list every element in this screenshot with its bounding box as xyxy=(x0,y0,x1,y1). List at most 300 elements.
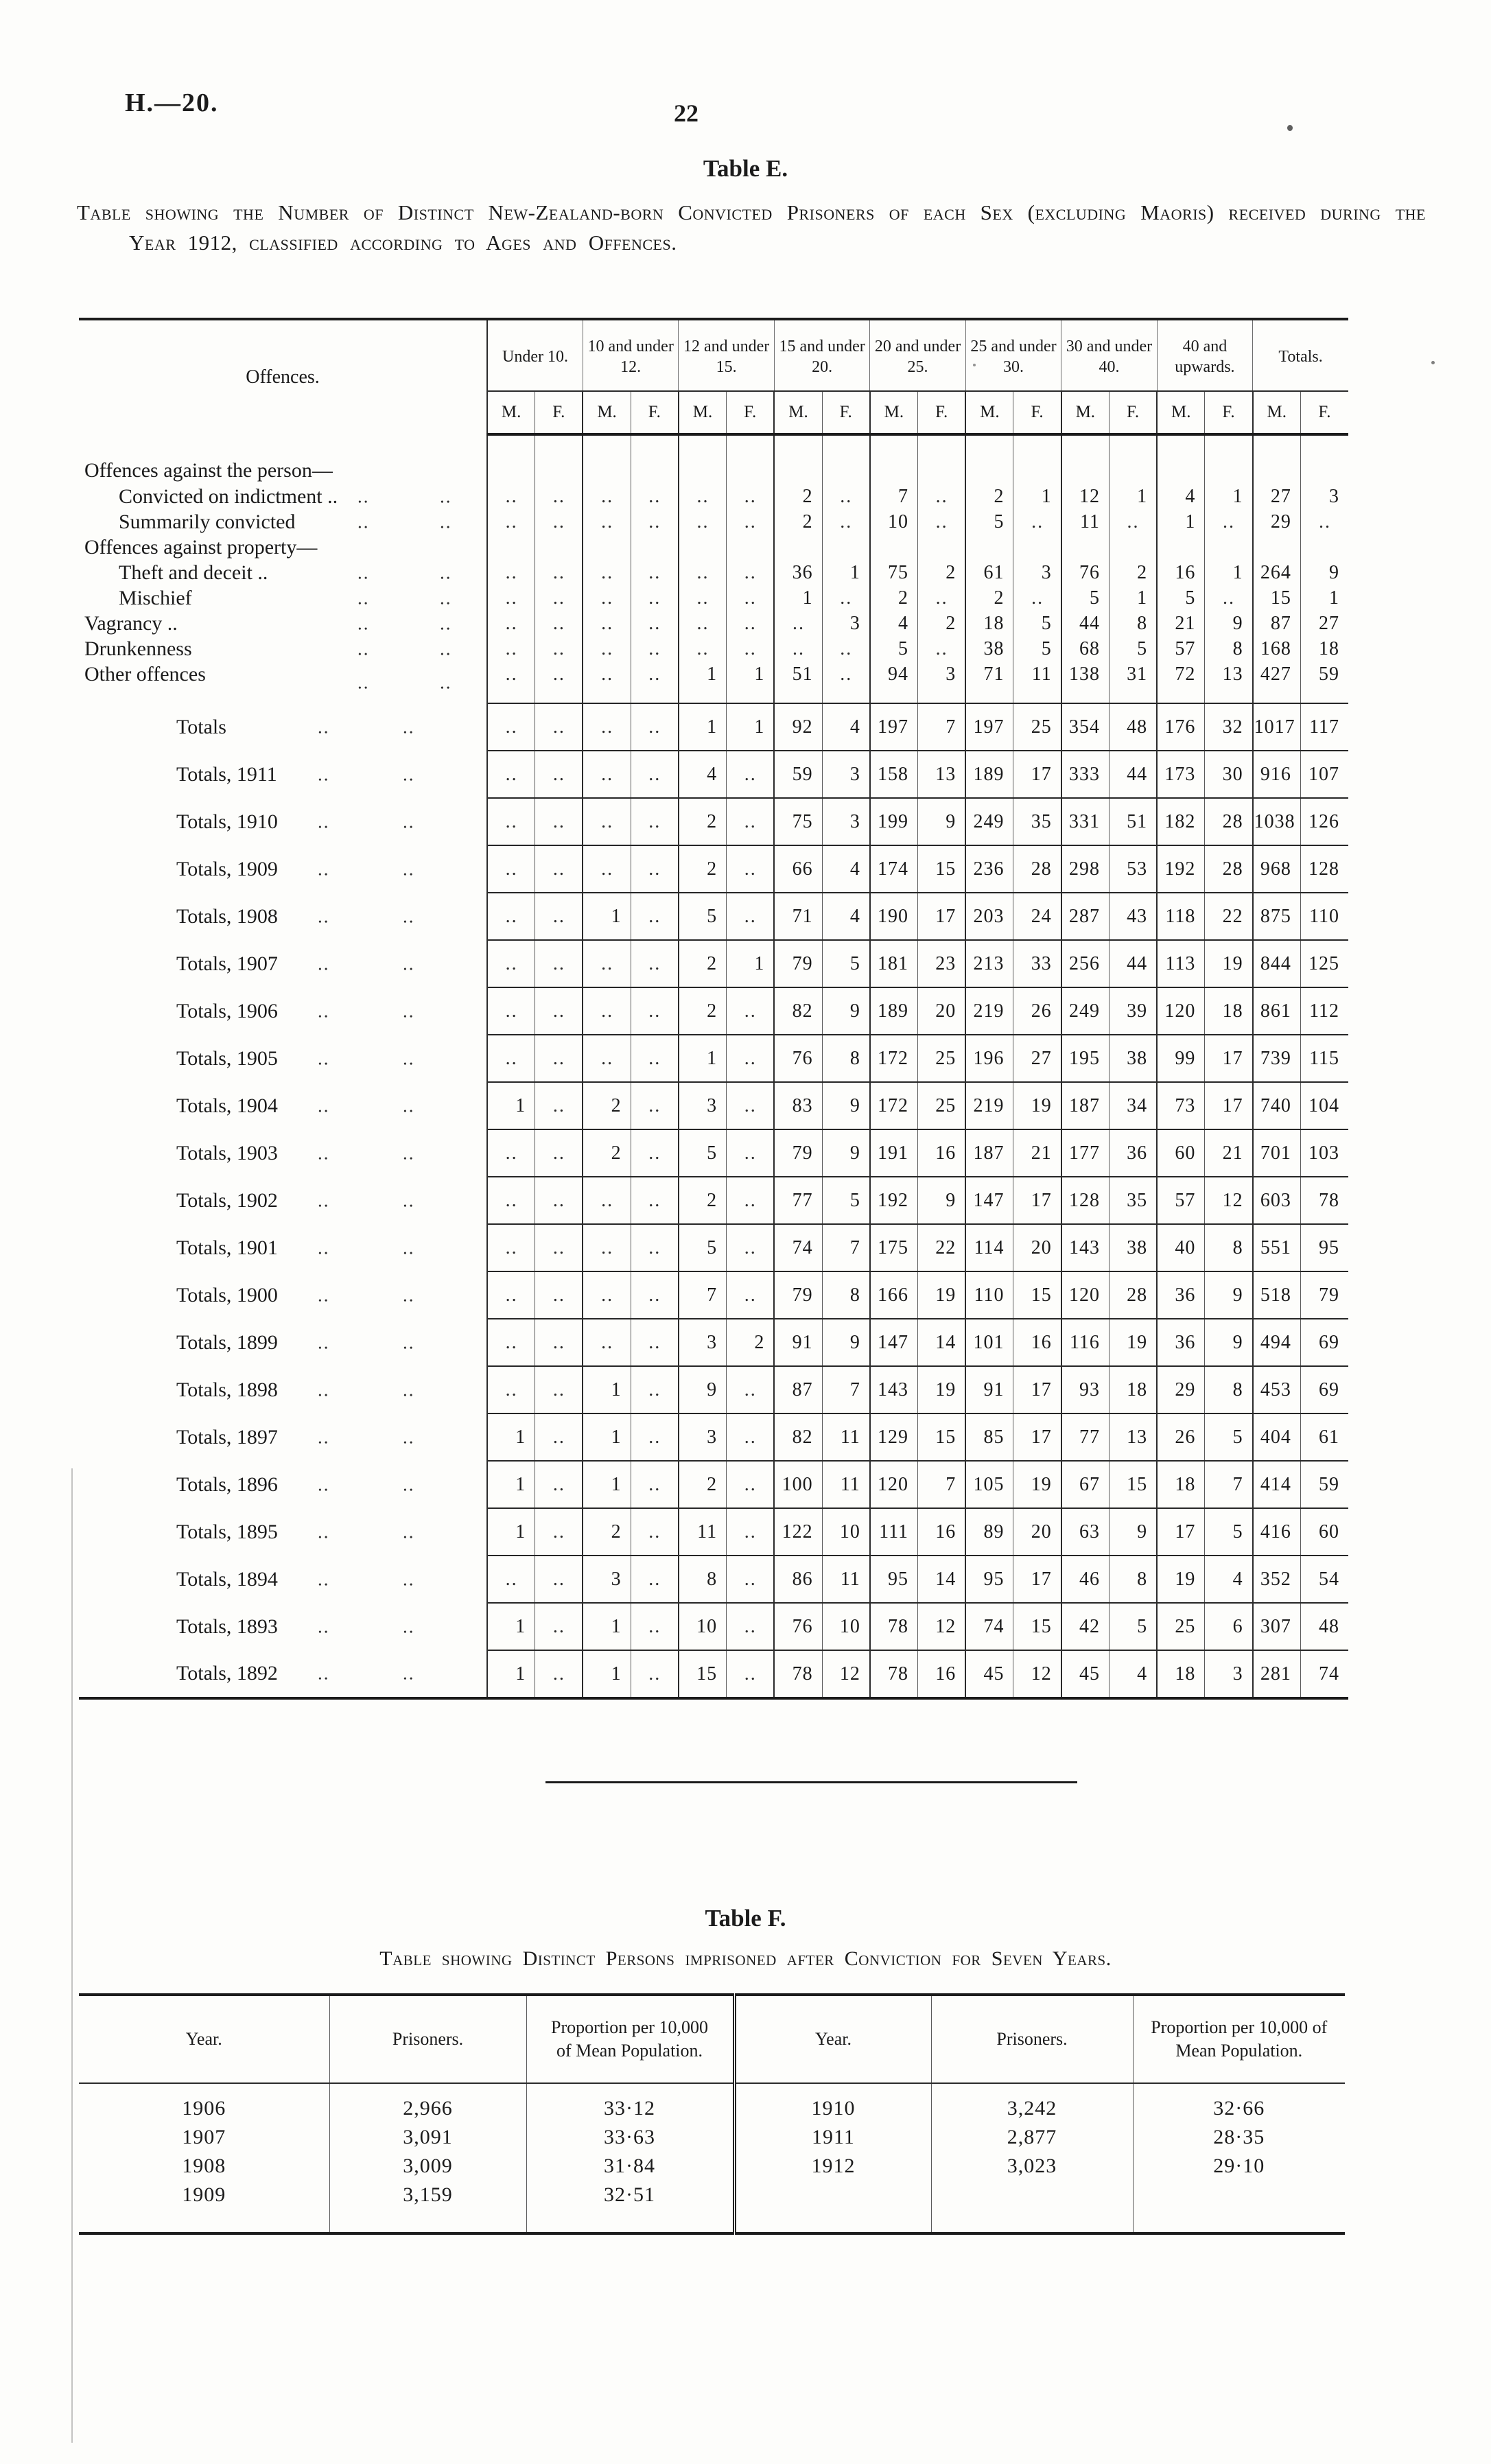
table-f-cell: 2,877 xyxy=(931,2123,1133,2152)
table-cell: 5 xyxy=(679,893,727,940)
table-cell: 143 xyxy=(870,1366,918,1413)
table-cell: .. xyxy=(1300,509,1348,535)
dot-leader: .. xyxy=(403,1190,415,1210)
table-cell: 1 xyxy=(679,661,727,703)
female-header: F. xyxy=(535,391,583,434)
table-cell: .. xyxy=(535,484,583,509)
dot-leader: .. xyxy=(403,953,415,974)
table-cell xyxy=(1300,535,1348,560)
table-cell: 79 xyxy=(1300,1271,1348,1319)
table-cell: 44 xyxy=(1109,940,1157,987)
table-f-header: Prisoners. xyxy=(931,1995,1133,2083)
dot-leader: .. xyxy=(318,1332,330,1352)
table-cell: 117 xyxy=(1300,703,1348,751)
table-cell: .. xyxy=(679,585,727,611)
table-cell: .. xyxy=(631,1082,679,1129)
table-f-cell xyxy=(1133,2181,1345,2233)
table-cell: 13 xyxy=(1109,1413,1157,1461)
table-cell: .. xyxy=(727,509,775,535)
table-cell: 19 xyxy=(1013,1461,1061,1508)
table-cell: 5 xyxy=(1109,636,1157,661)
female-header: F. xyxy=(822,391,870,434)
table-cell: 19 xyxy=(1109,1319,1157,1366)
totals-row xyxy=(79,1177,1348,1224)
totals-row xyxy=(79,751,1348,798)
table-cell: .. xyxy=(727,893,775,940)
male-header: M. xyxy=(1157,391,1205,434)
table-cell: 603 xyxy=(1253,1177,1301,1224)
table-cell: .. xyxy=(822,484,870,509)
table-cell: 1 xyxy=(727,940,775,987)
table-cell: 7 xyxy=(679,1271,727,1319)
table-cell: 48 xyxy=(1109,703,1157,751)
age-group-header: 20 and under 25. xyxy=(870,319,965,391)
male-header: M. xyxy=(774,391,822,434)
table-cell: .. xyxy=(727,1129,775,1177)
table-cell: 51 xyxy=(774,661,822,703)
table-cell: 264 xyxy=(1253,560,1301,585)
table-cell: 27 xyxy=(1013,1035,1061,1082)
table-cell: 2 xyxy=(679,845,727,893)
row-label-text: Totals, 1894 xyxy=(176,1567,278,1591)
table-cell: .. xyxy=(535,940,583,987)
table-cell: 78 xyxy=(870,1603,918,1650)
table-cell: 3 xyxy=(583,1556,631,1603)
table-cell: .. xyxy=(1205,585,1253,611)
offence-row xyxy=(79,484,1348,509)
table-cell: .. xyxy=(631,703,679,751)
offence-row xyxy=(79,636,1348,661)
table-cell: .. xyxy=(631,845,679,893)
table-cell: 101 xyxy=(965,1319,1013,1366)
row-label-text: Totals, 1907 xyxy=(176,952,278,975)
table-cell: .. xyxy=(583,1177,631,1224)
table-cell: 2 xyxy=(679,1461,727,1508)
table-cell: 4 xyxy=(822,703,870,751)
scan-artifact-line xyxy=(71,1468,73,2443)
table-cell: 112 xyxy=(1300,987,1348,1035)
table-cell: 104 xyxy=(1300,1082,1348,1129)
table-cell: 181 xyxy=(870,940,918,987)
table-cell: 9 xyxy=(918,1177,966,1224)
table-cell: .. xyxy=(583,751,631,798)
table-cell xyxy=(679,535,727,560)
table-cell: 1017 xyxy=(1253,703,1301,751)
table-cell: 17 xyxy=(1157,1508,1205,1556)
table-cell: .. xyxy=(727,1177,775,1224)
table-cell xyxy=(487,434,535,484)
male-header: M. xyxy=(679,391,727,434)
table-cell: 110 xyxy=(1300,893,1348,940)
table-cell: 67 xyxy=(1061,1461,1110,1508)
table-cell: 739 xyxy=(1253,1035,1301,1082)
totals-row xyxy=(79,1508,1348,1556)
table-cell: .. xyxy=(535,1556,583,1603)
table-cell xyxy=(727,434,775,484)
table-cell: 17 xyxy=(1013,1413,1061,1461)
table-cell: 68 xyxy=(1061,636,1110,661)
table-cell: 20 xyxy=(1013,1508,1061,1556)
table-cell: 87 xyxy=(774,1366,822,1413)
table-cell: 77 xyxy=(774,1177,822,1224)
table-cell: .. xyxy=(1013,509,1061,535)
dot-leader: .. xyxy=(403,1427,415,1447)
table-cell: 1 xyxy=(1300,585,1348,611)
dot-leader: .. xyxy=(403,764,415,784)
table-cell: 195 xyxy=(1061,1035,1110,1082)
row-label-text: Totals, 1904 xyxy=(176,1094,278,1117)
table-cell: 1 xyxy=(583,1650,631,1698)
table-cell: 5 xyxy=(1013,611,1061,636)
table-cell: 120 xyxy=(870,1461,918,1508)
totals-row xyxy=(79,1082,1348,1129)
row-label-text: Totals, 1900 xyxy=(176,1283,278,1306)
row-label-text: Totals, 1909 xyxy=(176,857,278,880)
table-cell: .. xyxy=(774,636,822,661)
table-cell: 331 xyxy=(1061,798,1110,845)
table-cell: 9 xyxy=(822,1082,870,1129)
table-cell xyxy=(1205,434,1253,484)
table-cell: 352 xyxy=(1253,1556,1301,1603)
table-cell: 53 xyxy=(1109,845,1157,893)
age-group-header: 15 and under 20. xyxy=(774,319,869,391)
dot-leader: .. xyxy=(357,511,370,532)
table-cell: 69 xyxy=(1300,1319,1348,1366)
table-cell xyxy=(1253,434,1301,484)
table-cell: 28 xyxy=(1109,1271,1157,1319)
dot-leader: .. xyxy=(403,858,415,879)
table-cell: 59 xyxy=(1300,1461,1348,1508)
table-cell: .. xyxy=(631,1035,679,1082)
table-cell: .. xyxy=(535,703,583,751)
table-cell: 11 xyxy=(822,1413,870,1461)
table-cell: 197 xyxy=(965,703,1013,751)
table-cell: 92 xyxy=(774,703,822,751)
row-label-text: Offences against property— xyxy=(84,535,318,559)
table-cell: 12 xyxy=(1013,1650,1061,1698)
offence-row xyxy=(79,661,1348,703)
table-cell: .. xyxy=(583,1271,631,1319)
table-cell: 19 xyxy=(1205,940,1253,987)
table-cell: 2 xyxy=(583,1508,631,1556)
row-label xyxy=(79,535,487,560)
table-cell: 427 xyxy=(1253,661,1301,703)
row-label xyxy=(79,987,487,1035)
totals-row xyxy=(79,1461,1348,1508)
table-cell: .. xyxy=(487,1271,535,1319)
table-cell: 5 xyxy=(1205,1508,1253,1556)
table-cell xyxy=(774,535,822,560)
table-cell: 23 xyxy=(918,940,966,987)
row-label-text: Totals, 1910 xyxy=(176,810,278,833)
row-label xyxy=(79,509,487,535)
row-label-text: Theft and deceit .. xyxy=(119,561,268,584)
table-cell: .. xyxy=(583,845,631,893)
dot-leader: .. xyxy=(403,1663,415,1684)
table-cell: 115 xyxy=(1300,1035,1348,1082)
table-cell: 25 xyxy=(918,1035,966,1082)
table-cell xyxy=(1109,434,1157,484)
table-cell: 11 xyxy=(679,1508,727,1556)
table-cell: 18 xyxy=(965,611,1013,636)
table-cell: 36 xyxy=(1157,1319,1205,1366)
table-cell: 79 xyxy=(774,940,822,987)
table-cell: 44 xyxy=(1109,751,1157,798)
table-f-cell: 32·51 xyxy=(526,2181,734,2233)
table-cell: 79 xyxy=(774,1271,822,1319)
table-f-cell: 1907 xyxy=(182,2126,226,2148)
table-cell: 13 xyxy=(918,751,966,798)
table-cell: 187 xyxy=(1061,1082,1110,1129)
table-cell: .. xyxy=(535,1413,583,1461)
table-cell: 2 xyxy=(774,484,822,509)
dot-leader: .. xyxy=(357,613,370,633)
table-cell: 78 xyxy=(774,1650,822,1698)
table-cell: 5 xyxy=(822,1177,870,1224)
table-cell: 22 xyxy=(918,1224,966,1271)
table-cell: 8 xyxy=(1109,611,1157,636)
table-cell: 5 xyxy=(822,940,870,987)
row-label-text: Convicted on indictment .. xyxy=(119,484,338,508)
table-cell: 2 xyxy=(727,1319,775,1366)
table-cell: 8 xyxy=(1205,636,1253,661)
table-cell: 57 xyxy=(1157,1177,1205,1224)
table-cell: 125 xyxy=(1300,940,1348,987)
table-cell: 1 xyxy=(583,1413,631,1461)
totals-row xyxy=(79,1556,1348,1603)
ink-speck xyxy=(1431,361,1435,364)
table-cell: .. xyxy=(487,611,535,636)
row-label-text: Summarily convicted xyxy=(119,510,296,533)
table-cell: 12 xyxy=(1061,484,1110,509)
table-cell: 3 xyxy=(1205,1650,1253,1698)
table-cell: 518 xyxy=(1253,1271,1301,1319)
dot-leader: .. xyxy=(318,858,330,879)
dot-leader: .. xyxy=(440,672,452,692)
table-cell: 1 xyxy=(1013,484,1061,509)
dot-leader: .. xyxy=(440,511,452,532)
table-cell: 173 xyxy=(1157,751,1205,798)
table-cell: .. xyxy=(631,1650,679,1698)
table-f-cell: 28·35 xyxy=(1133,2123,1345,2152)
table-cell: .. xyxy=(918,636,966,661)
table-cell: .. xyxy=(822,509,870,535)
row-label-text: Drunkenness xyxy=(84,637,192,660)
table-cell: 256 xyxy=(1061,940,1110,987)
table-cell: 32 xyxy=(1205,703,1253,751)
row-label xyxy=(79,1177,487,1224)
table-cell: 29 xyxy=(1157,1366,1205,1413)
table-f-caption: Table showing Distinct Persons imprisoned after Conviction for Seven Years. xyxy=(379,1947,1112,1970)
female-header: F. xyxy=(1013,391,1061,434)
table-cell: 44 xyxy=(1061,611,1110,636)
table-cell: 1 xyxy=(727,661,775,703)
table-cell: 1 xyxy=(679,1035,727,1082)
totals-row xyxy=(79,1319,1348,1366)
table-cell: 5 xyxy=(1205,1413,1253,1461)
totals-row xyxy=(79,703,1348,751)
row-label xyxy=(79,636,487,661)
table-cell: 192 xyxy=(870,1177,918,1224)
table-cell: 10 xyxy=(870,509,918,535)
table-cell: 43 xyxy=(1109,893,1157,940)
table-cell: 1 xyxy=(487,1082,535,1129)
table-cell: 12 xyxy=(822,1650,870,1698)
dot-leader: .. xyxy=(440,486,452,506)
table-cell: 7 xyxy=(822,1224,870,1271)
table-cell: 249 xyxy=(1061,987,1110,1035)
table-cell: .. xyxy=(535,1603,583,1650)
table-cell: 7 xyxy=(870,484,918,509)
table-cell: .. xyxy=(631,1129,679,1177)
table-cell: .. xyxy=(727,611,775,636)
male-header: M. xyxy=(583,391,631,434)
table-f-cell: 33·12 xyxy=(526,2083,734,2123)
table-f-header: Prisoners. xyxy=(329,1995,526,2083)
table-cell: 95 xyxy=(965,1556,1013,1603)
table-cell: 2 xyxy=(679,1177,727,1224)
table-cell: .. xyxy=(727,798,775,845)
table-cell: .. xyxy=(583,1224,631,1271)
table-cell: 10 xyxy=(679,1603,727,1650)
row-label xyxy=(79,611,487,636)
table-cell: .. xyxy=(631,509,679,535)
table-cell: 968 xyxy=(1253,845,1301,893)
table-cell: .. xyxy=(535,1508,583,1556)
table-cell: 38 xyxy=(1109,1035,1157,1082)
table-cell: .. xyxy=(1109,509,1157,535)
dot-leader: .. xyxy=(318,906,330,926)
table-cell xyxy=(870,434,918,484)
table-f xyxy=(79,1993,1345,2235)
row-label-text: Totals, 1892 xyxy=(176,1662,278,1685)
table-cell: .. xyxy=(487,987,535,1035)
table-cell: 249 xyxy=(965,798,1013,845)
table-cell: .. xyxy=(679,560,727,585)
table-cell: 128 xyxy=(1300,845,1348,893)
table-f-cell: 2,966 xyxy=(329,2083,526,2123)
table-cell: .. xyxy=(679,509,727,535)
table-cell: .. xyxy=(631,1603,679,1650)
table-cell: .. xyxy=(583,611,631,636)
table-cell: 28 xyxy=(1013,845,1061,893)
male-header: M. xyxy=(965,391,1013,434)
table-cell: 219 xyxy=(965,1082,1013,1129)
offence-group-row xyxy=(79,434,1348,484)
table-cell: 17 xyxy=(1205,1082,1253,1129)
dot-leader: .. xyxy=(318,1095,330,1116)
table-cell: 4 xyxy=(822,893,870,940)
table-cell: .. xyxy=(535,1271,583,1319)
table-f-cell: 1908 xyxy=(182,2155,226,2177)
row-label-text: Totals, 1898 xyxy=(176,1378,278,1401)
table-cell: 168 xyxy=(1253,636,1301,661)
table-cell: 191 xyxy=(870,1129,918,1177)
table-cell: 287 xyxy=(1061,893,1110,940)
table-cell: .. xyxy=(631,751,679,798)
table-cell: 138 xyxy=(1061,661,1110,703)
table-cell xyxy=(1253,535,1301,560)
table-cell: 21 xyxy=(1205,1129,1253,1177)
table-cell: 40 xyxy=(1157,1224,1205,1271)
table-cell: 19 xyxy=(918,1271,966,1319)
row-label-text: Totals, 1908 xyxy=(176,904,278,928)
male-header: M. xyxy=(1061,391,1110,434)
table-cell: 38 xyxy=(1109,1224,1157,1271)
table-cell: 99 xyxy=(1157,1035,1205,1082)
totals-row xyxy=(79,1603,1348,1650)
table-cell: 93 xyxy=(1061,1366,1110,1413)
table-f-cell: 3,159 xyxy=(329,2181,526,2233)
table-cell: 166 xyxy=(870,1271,918,1319)
table-cell: 9 xyxy=(1205,611,1253,636)
table-f-cell: 1912 xyxy=(734,2152,931,2181)
table-cell: 551 xyxy=(1253,1224,1301,1271)
row-label xyxy=(79,703,487,751)
table-cell: 7 xyxy=(822,1366,870,1413)
male-header: M. xyxy=(487,391,535,434)
table-cell: 120 xyxy=(1157,987,1205,1035)
row-label-text: Other offences xyxy=(84,663,206,685)
table-cell: 34 xyxy=(1109,1082,1157,1129)
dot-leader: .. xyxy=(318,1474,330,1494)
row-label-text: Totals, 1903 xyxy=(176,1141,278,1164)
table-cell: 10 xyxy=(822,1508,870,1556)
table-cell: .. xyxy=(631,1508,679,1556)
dot-leader: .. xyxy=(318,1237,330,1258)
row-label-text: Totals, 1897 xyxy=(176,1425,278,1448)
table-cell: 3 xyxy=(679,1413,727,1461)
table-cell: 46 xyxy=(1061,1556,1110,1603)
table-cell xyxy=(679,434,727,484)
table-cell xyxy=(1061,434,1110,484)
table-cell: 9 xyxy=(822,987,870,1035)
table-cell xyxy=(631,535,679,560)
table-cell: 2 xyxy=(583,1082,631,1129)
table-cell: 25 xyxy=(1157,1603,1205,1650)
table-cell: 3 xyxy=(1300,484,1348,509)
female-header: F. xyxy=(1205,391,1253,434)
table-cell: .. xyxy=(583,1319,631,1366)
row-label xyxy=(79,1413,487,1461)
row-label xyxy=(79,940,487,987)
table-cell: 3 xyxy=(1013,560,1061,585)
table-cell: 29 xyxy=(1253,509,1301,535)
table-cell: 60 xyxy=(1157,1129,1205,1177)
totals-row xyxy=(79,798,1348,845)
table-cell: 3 xyxy=(679,1082,727,1129)
table-cell xyxy=(822,434,870,484)
table-cell: 103 xyxy=(1300,1129,1348,1177)
table-cell: 61 xyxy=(965,560,1013,585)
row-label xyxy=(79,1461,487,1508)
table-cell: 158 xyxy=(870,751,918,798)
table-f-row xyxy=(79,2083,1345,2123)
table-cell: 45 xyxy=(965,1650,1013,1698)
totals-row xyxy=(79,1366,1348,1413)
dot-leader: .. xyxy=(440,587,452,608)
table-f-title: Table F. xyxy=(705,1905,786,1932)
offence-group-row xyxy=(79,535,1348,560)
table-cell: 20 xyxy=(918,987,966,1035)
table-cell: 107 xyxy=(1300,751,1348,798)
row-label-text: Totals, 1906 xyxy=(176,999,278,1022)
dot-leader: .. xyxy=(318,1142,330,1163)
table-f-cell: 31·84 xyxy=(526,2152,734,2181)
male-header: M. xyxy=(870,391,918,434)
table-cell: 18 xyxy=(1109,1366,1157,1413)
table-cell: .. xyxy=(727,1082,775,1129)
